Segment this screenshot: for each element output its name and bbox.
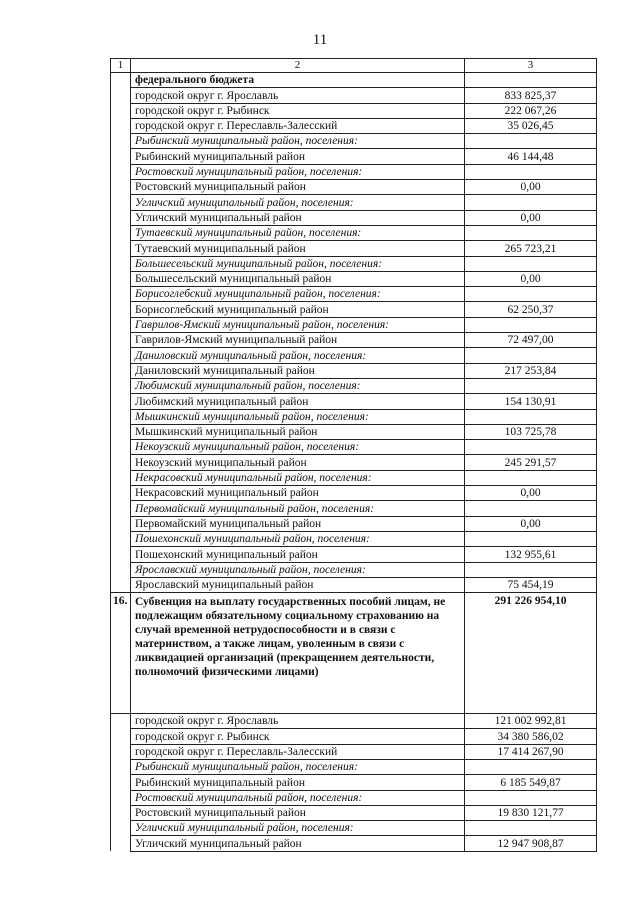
amount-value: 72 497,00 [465, 333, 597, 348]
amount-value: 132 955,61 [465, 547, 597, 562]
district-group-label: Некоузский муниципальный район, поселения: [131, 440, 465, 455]
district-group-label: Рыбинский муниципальный район, поселения: [131, 134, 465, 149]
amount-value [465, 256, 597, 271]
index-cell [111, 225, 131, 240]
amount-value: 34 380 586,02 [465, 729, 597, 744]
subheader-row [111, 501, 597, 516]
municipality-name: Даниловский муниципальный район [131, 363, 465, 378]
subheader-row [111, 287, 597, 302]
amount-value [465, 531, 597, 546]
index-cell [111, 805, 131, 820]
table-row [111, 88, 597, 103]
district-group-label: Ярославский муниципальный район, поселения: [131, 562, 465, 577]
amount-value: 0,00 [465, 516, 597, 531]
district-group-label: Некрасовский муниципальный район, поселения: [131, 470, 465, 485]
table-row [111, 836, 597, 851]
table-row [111, 210, 597, 225]
table-row [111, 455, 597, 470]
municipality-name: Борисоглебский муниципальный район [131, 302, 465, 317]
municipality-name: Первомайский муниципальный район [131, 516, 465, 531]
subheader-row [111, 317, 597, 332]
municipality-name: городской округ г. Рыбинск [131, 103, 465, 118]
amount-value: 121 002 992,81 [465, 714, 597, 729]
page-number: 11 [312, 32, 328, 48]
budget-table [110, 58, 597, 852]
index-cell [111, 210, 131, 225]
item-title: Субвенция на выплату государственных пособий лицам, не подлежащим обязательному социальному страхованию на случай временной нетрудоспособности и в связи с материнством, а также лицам, уволенным в связи с ликвидацией организаций (прекращением деятельности, полномочий физическими лицами) [131, 593, 465, 714]
district-group-label: Любимский муниципальный район, поселения: [131, 378, 465, 393]
index-cell [111, 73, 131, 88]
amount-value [465, 378, 597, 393]
index-cell [111, 577, 131, 592]
index-cell [111, 729, 131, 744]
amount-value [465, 317, 597, 332]
district-group-label: Рыбинский муниципальный район, поселения: [131, 759, 465, 774]
table-row [111, 775, 597, 790]
amount-value: 6 185 549,87 [465, 775, 597, 790]
table-row [111, 333, 597, 348]
municipality-name: Некрасовский муниципальный район [131, 486, 465, 501]
item-16-row [111, 593, 597, 714]
municipality-name: Гаврилов-Ямский муниципальный район [131, 333, 465, 348]
amount-value: 35 026,45 [465, 118, 597, 133]
amount-value: 0,00 [465, 486, 597, 501]
amount-value: 833 825,37 [465, 88, 597, 103]
table-row [111, 271, 597, 286]
subheader-row [111, 470, 597, 485]
amount-value [465, 501, 597, 516]
amount-value: 75 454,19 [465, 577, 597, 592]
table-row [111, 149, 597, 164]
subheader-row [111, 759, 597, 774]
table-row [111, 394, 597, 409]
amount-value [465, 790, 597, 805]
amount-value [465, 440, 597, 455]
district-group-label: Ростовский муниципальный район, поселения: [131, 164, 465, 179]
subheader-row [111, 821, 597, 836]
index-cell [111, 164, 131, 179]
district-group-label: Гаврилов-Ямский муниципальный район, поселения: [131, 317, 465, 332]
amount-value: 265 723,21 [465, 241, 597, 256]
table-row [111, 241, 597, 256]
municipality-name: Ростовский муниципальный район [131, 180, 465, 195]
index-cell [111, 714, 131, 729]
index-cell [111, 149, 131, 164]
continuation-title: федерального бюджета [131, 73, 465, 88]
subheader-row [111, 348, 597, 363]
item-total: 291 226 954,10 [465, 593, 597, 714]
amount-value: 217 253,84 [465, 363, 597, 378]
amount-value: 46 144,48 [465, 149, 597, 164]
subheader-row [111, 790, 597, 805]
table-row [111, 424, 597, 439]
amount-value: 19 830 121,77 [465, 805, 597, 820]
index-cell [111, 531, 131, 546]
table-row [111, 103, 597, 118]
index-cell [111, 333, 131, 348]
index-cell [111, 744, 131, 759]
index-cell [111, 394, 131, 409]
subheader-row [111, 164, 597, 179]
index-cell [111, 486, 131, 501]
amount-value [465, 195, 597, 210]
municipality-name: Мышкинский муниципальный район [131, 424, 465, 439]
amount-value [465, 759, 597, 774]
table-row [111, 486, 597, 501]
district-group-label: Борисоглебский муниципальный район, поселения: [131, 287, 465, 302]
table-row [111, 729, 597, 744]
municipality-name: городской округ г. Ярославль [131, 88, 465, 103]
amount-value: 222 067,26 [465, 103, 597, 118]
index-cell [111, 348, 131, 363]
index-cell [111, 562, 131, 577]
municipality-name: Пошехонский муниципальный район [131, 547, 465, 562]
subheader-row [111, 134, 597, 149]
municipality-name: Угличский муниципальный район [131, 836, 465, 851]
value-cell [465, 73, 597, 88]
municipality-name: Ростовский муниципальный район [131, 805, 465, 820]
municipality-name: городской округ г. Ярославль [131, 714, 465, 729]
index-cell [111, 409, 131, 424]
amount-value [465, 409, 597, 424]
municipality-name: Рыбинский муниципальный район [131, 775, 465, 790]
amount-value: 0,00 [465, 271, 597, 286]
index-cell [111, 547, 131, 562]
district-group-label: Ростовский муниципальный район, поселения: [131, 790, 465, 805]
municipality-name: Некоузский муниципальный район [131, 455, 465, 470]
index-cell [111, 256, 131, 271]
municipality-name: городской округ г. Переславль-Залесский [131, 118, 465, 133]
amount-value: 154 130,91 [465, 394, 597, 409]
amount-value: 103 725,78 [465, 424, 597, 439]
index-cell [111, 759, 131, 774]
amount-value [465, 348, 597, 363]
index-cell [111, 821, 131, 836]
district-group-label: Тутаевский муниципальный район, поселения: [131, 225, 465, 240]
subheader-row [111, 531, 597, 546]
amount-value: 245 291,57 [465, 455, 597, 470]
index-cell [111, 424, 131, 439]
subheader-row [111, 256, 597, 271]
amount-value [465, 164, 597, 179]
amount-value [465, 821, 597, 836]
index-cell [111, 118, 131, 133]
subheader-row [111, 378, 597, 393]
municipality-name: городской округ г. Переславль-Залесский [131, 744, 465, 759]
index-cell [111, 88, 131, 103]
subheader-row [111, 409, 597, 424]
amount-value: 0,00 [465, 180, 597, 195]
municipality-name: городской округ г. Рыбинск [131, 729, 465, 744]
district-group-label: Угличский муниципальный район, поселения: [131, 195, 465, 210]
table-row [111, 118, 597, 133]
table-row [111, 302, 597, 317]
index-cell [111, 241, 131, 256]
amount-value [465, 225, 597, 240]
index-cell [111, 134, 131, 149]
subheader-row [111, 195, 597, 210]
index-cell [111, 363, 131, 378]
table-row [111, 363, 597, 378]
subheader-row [111, 440, 597, 455]
index-cell [111, 516, 131, 531]
amount-value [465, 470, 597, 485]
index-cell [111, 287, 131, 302]
index-cell [111, 378, 131, 393]
table-row [111, 805, 597, 820]
municipality-name: Тутаевский муниципальный район [131, 241, 465, 256]
subheader-row [111, 225, 597, 240]
index-cell [111, 317, 131, 332]
continuation-row [111, 73, 597, 88]
district-group-label: Первомайский муниципальный район, поселения: [131, 501, 465, 516]
amount-value: 12 947 908,87 [465, 836, 597, 851]
index-cell [111, 195, 131, 210]
header-col-1: 1 [111, 59, 131, 73]
municipality-name: Рыбинский муниципальный район [131, 149, 465, 164]
municipality-name: Любимский муниципальный район [131, 394, 465, 409]
index-cell [111, 103, 131, 118]
amount-value: 62 250,37 [465, 302, 597, 317]
table-row [111, 744, 597, 759]
index-cell [111, 836, 131, 851]
table-row [111, 577, 597, 592]
header-col-3: 3 [465, 59, 597, 73]
index-cell [111, 790, 131, 805]
district-group-label: Угличский муниципальный район, поселения: [131, 821, 465, 836]
index-cell [111, 470, 131, 485]
subheader-row [111, 562, 597, 577]
index-cell [111, 501, 131, 516]
index-cell [111, 440, 131, 455]
index-cell [111, 302, 131, 317]
municipality-name: Большесельский муниципальный район [131, 271, 465, 286]
district-group-label: Большесельский муниципальный район, поселения: [131, 256, 465, 271]
index-cell [111, 775, 131, 790]
table-row [111, 714, 597, 729]
district-group-label: Даниловский муниципальный район, поселения: [131, 348, 465, 363]
municipality-name: Угличский муниципальный район [131, 210, 465, 225]
index-cell [111, 455, 131, 470]
table-header-row [111, 59, 597, 73]
district-group-label: Мышкинский муниципальный район, поселения: [131, 409, 465, 424]
table-row [111, 180, 597, 195]
amount-value [465, 287, 597, 302]
amount-value: 17 414 267,90 [465, 744, 597, 759]
table-row [111, 547, 597, 562]
index-cell [111, 271, 131, 286]
item-index: 16. [111, 593, 131, 714]
amount-value [465, 134, 597, 149]
table-row [111, 516, 597, 531]
district-group-label: Пошехонский муниципальный район, поселения: [131, 531, 465, 546]
amount-value [465, 562, 597, 577]
amount-value: 0,00 [465, 210, 597, 225]
index-cell [111, 180, 131, 195]
municipality-name: Ярославский муниципальный район [131, 577, 465, 592]
header-col-2: 2 [131, 59, 465, 73]
